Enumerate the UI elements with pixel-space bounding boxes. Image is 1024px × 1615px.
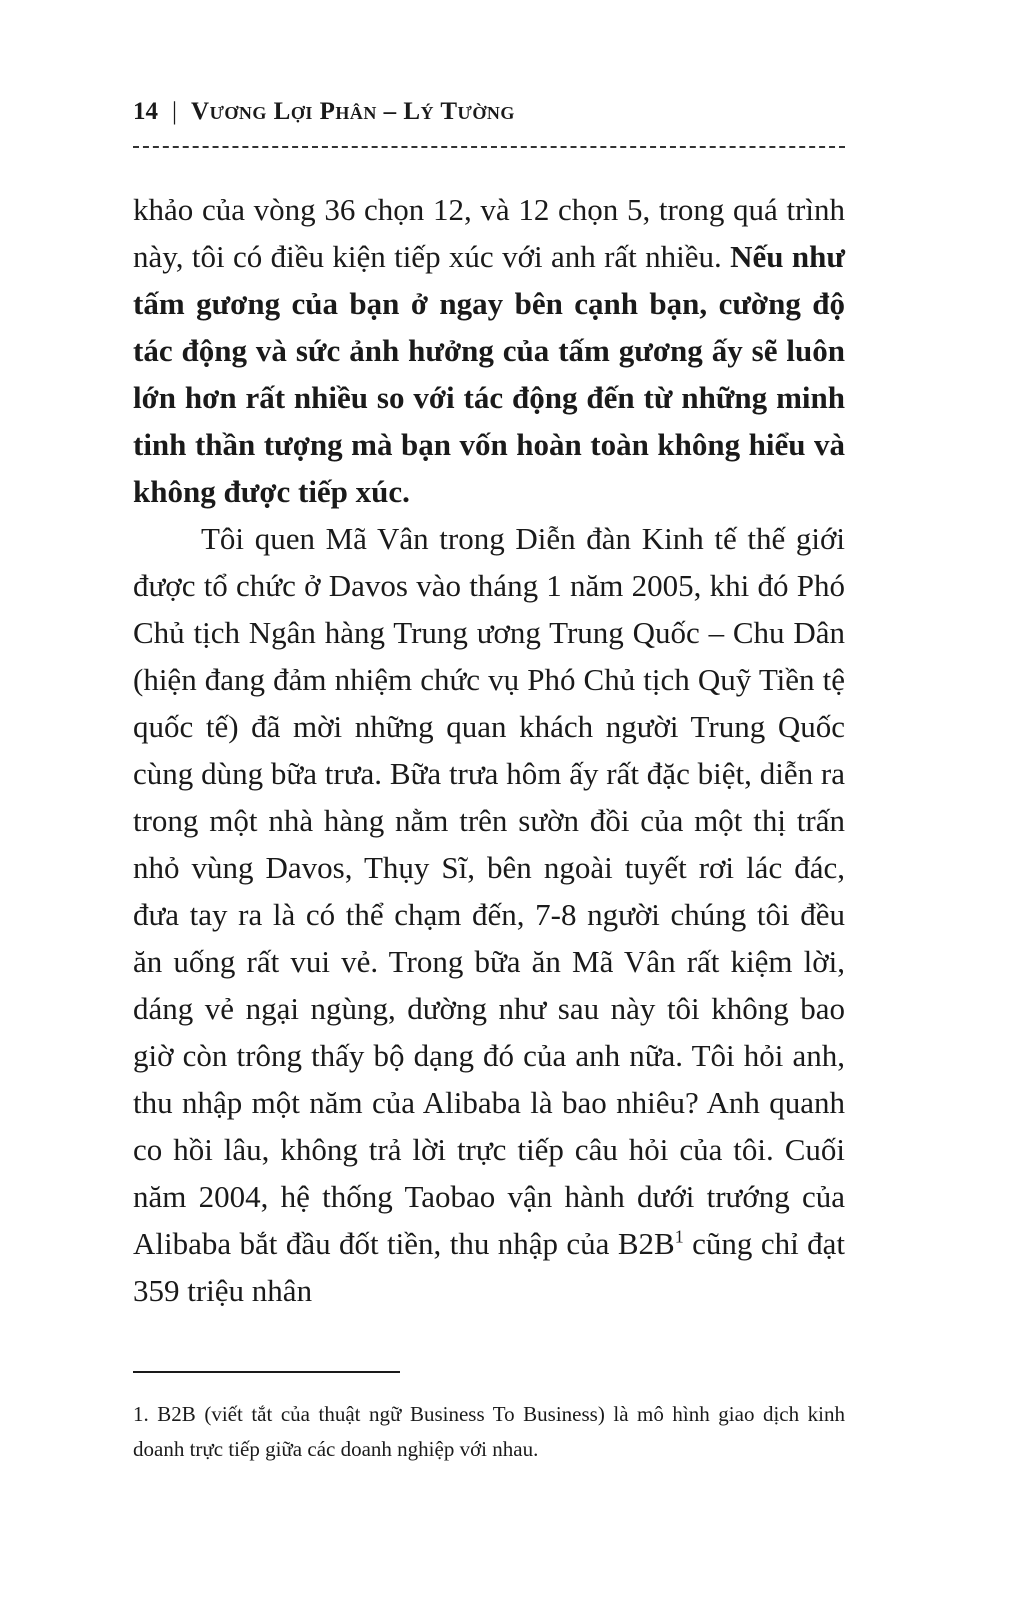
paragraph-2-text-end: cũng chỉ đạt 359 triệu nhân	[133, 1226, 845, 1308]
paragraph-2	[133, 515, 845, 1314]
running-title: Vương Lợi Phân – Lý Tường	[191, 98, 515, 125]
paragraph-1-text: khảo của vòng 36 chọn 12, và 12 chọn 5, trong quá trình này, tôi có điều kiện tiếp xúc với anh rất nhiều.	[133, 192, 845, 274]
page-number: 14	[133, 98, 158, 125]
page-header	[133, 96, 845, 128]
paragraph-1	[133, 186, 845, 515]
header-divider	[133, 146, 845, 148]
footnote-marker[interactable]: 1	[674, 1226, 684, 1247]
header-separator: |	[172, 98, 178, 125]
paragraph-1-emphasis: Nếu như tấm gương của bạn ở ngay bên cạnh bạn, cường độ tác động và sức ảnh hưởng của tấm gương ấy sẽ luôn lớn hơn rất nhiều so với tác động đến từ những minh tinh thần tượng mà bạn vốn hoàn toàn không hiểu và không được tiếp xúc.	[133, 239, 845, 509]
footnote: 1. B2B (viết tắt của thuật ngữ Business To Business) là mô hình giao dịch kinh doanh trực tiếp giữa các doanh nghiệp với nhau.	[133, 1402, 845, 1461]
footnote-divider	[133, 1371, 400, 1373]
paragraph-2-text: Tôi quen Mã Vân trong Diễn đàn Kinh tế thế giới được tổ chức ở Davos vào tháng 1 năm 2005, khi đó Phó Chủ tịch Ngân hàng Trung ương Trung Quốc – Chu Dân (hiện đang đảm nhiệm chức vụ Phó Chủ tịch Quỹ Tiền tệ quốc tế) đã mời những quan khách người Trung Quốc cùng dùng bữa trưa. Bữa trưa hôm ấy rất đặc biệt, diễn ra trong một nhà hàng nằm trên sườn đồi của một thị trấn nhỏ vùng Davos, Thụy Sĩ, bên ngoài tuyết rơi lác đác, đưa tay ra là có thể chạm đến, 7-8 người chúng tôi đều ăn uống rất vui vẻ. Trong bữa ăn Mã Vân rất kiệm lời, dáng vẻ ngại ngùng, dường như sau này tôi không bao giờ còn trông thấy bộ dạng đó của anh nữa. Tôi hỏi anh, thu nhập một năm của Alibaba là bao nhiêu? Anh quanh co hồi lâu, không trả lời trực tiếp câu hỏi của tôi. Cuối năm 2004, hệ thống Taobao vận hành dưới trướng của Alibaba bắt đầu đốt tiền, thu nhập của B2B	[133, 521, 845, 1261]
body-text	[133, 186, 845, 1314]
